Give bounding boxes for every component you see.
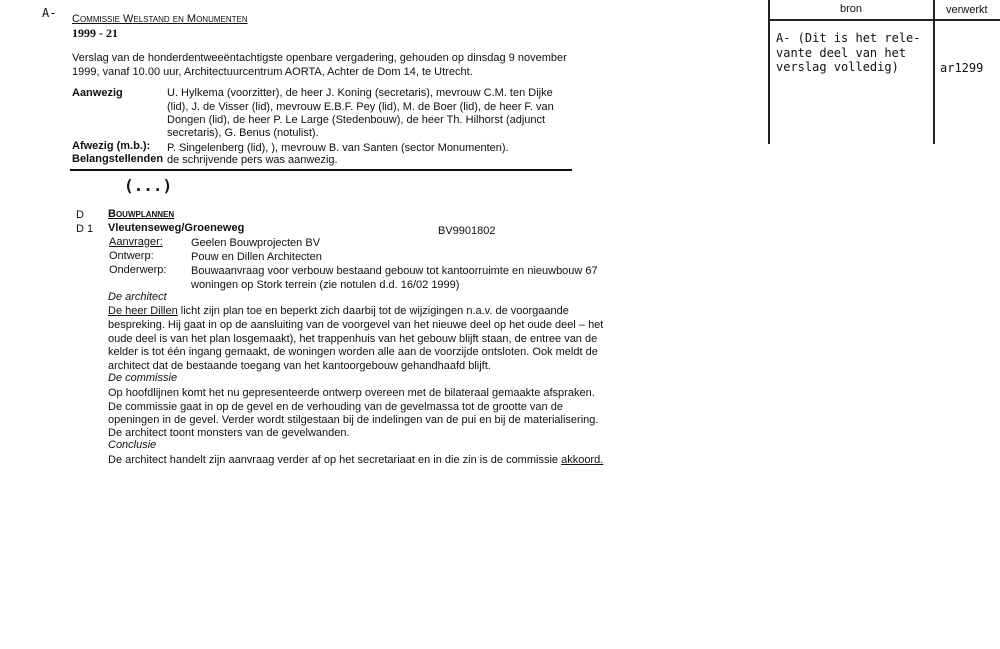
report-line-2: 1999, vanaf 10.00 uur, Architectuurcentrum AORTA, Achter de Dom 14, te Utrecht. [72,66,473,78]
applicant-value: Geelen Bouwprojecten BV [191,237,321,249]
architect-line-5: architect dat de bestaande toegang van het kantoorgebouw gehandhaafd blijft. [108,360,491,372]
stakeholders-label: Belangstellenden [72,153,164,165]
conclusion-text: De architect handelt zijn aanvraag verder af op het secretariaat en in die zin is de commissie [108,454,562,466]
subject-line-2: woningen op Stork terrein (zie notulen d.d. 16/02 1999) [191,279,460,291]
sidebox-header-bron: bron [840,3,863,15]
architect-line-3: oude deel is van het plan losgemaakt), het trappenhuis van het gebouw blijft staan, de entree van de [108,333,598,345]
absent-label: Afwezig (m.b.): [72,140,151,152]
stakeholders-text: de schrijvende pers was aanwezig. [167,154,338,166]
design-value: Pouw en Dillen Architecten [191,251,322,263]
design-label: Ontwerp: [109,250,154,262]
commission-line-2: De commissie gaat in op de gevel en de verhouding van de gevelmassa tot de grootte van de [108,401,563,413]
commission-line-3: openingen in de gevel. Verder wordt stilgestaan bij de indelingen van de pui en bij de materialisering. [108,414,599,426]
present-label: Aanwezig [72,87,123,99]
section-letter: D [76,209,84,221]
conclusion-verdict: akkoord. [561,454,604,466]
absent-text: P. Singelenberg (lid), ), mevrouw B. van Santen (sector Monumenten). [167,142,509,154]
present-line-3: Dongen (lid), de heer P. Le Large (Stedenbouw), de heer Th. Hilhorst (adjunct [167,114,546,126]
sidebox-header-verwerkt: verwerkt [946,4,988,16]
item-number: D 1 [76,223,94,235]
applicant-label: Aanvrager: [109,236,163,248]
subject-line-1: Bouwaanvraag voor verbouw bestaand gebouw tot kantoorruimte en nieuwbouw 67 [191,265,598,277]
architect-line-4: kelder is tot één ingang gemaakt, de woningen worden alle aan de voorzijde ontsloten. Ook meldt de [108,346,598,358]
conclusion-line [108,454,603,468]
sidebox-header-rule [768,19,1000,21]
commission-title: Commissie Welstand en Monumenten [72,13,248,25]
subject-label: Onderwerp: [109,264,167,276]
commission-heading: De commissie [108,372,178,384]
ellipsis-mark: (...) [124,176,173,195]
conclusion-heading: Conclusie [108,439,157,451]
header-divider [70,169,572,171]
sidebox-note-line-1: A- (Dit is het rele- [776,31,921,45]
present-line-2: (lid), J. de Visser (lid), mevrouw E.B.F. Pey (lid), M. de Boer (lid), de heer F. van [167,101,554,113]
architect-line-1-text: licht zijn plan toe en beperkt zich daarbij tot de wijzigingen n.a.v. de voorgaande [177,305,569,317]
commission-line-1: Op hoofdlijnen komt het nu gepresenteerde ontwerp overeen met de bilateraal gemaakte afspraken. [108,387,595,399]
present-line-1: U. Hylkema (voorzitter), de heer J. Koning (secretaris), mevrouw C.M. ten Dijke [167,87,553,99]
architect-heading: De architect [108,291,167,303]
sidebox-left-border [768,0,770,144]
sidebox-code: ar1299 [940,61,984,75]
sidebox-note-line-3: verslag volledig) [776,60,899,74]
architect-line-2: bespreking. Hij gaat in op de aansluiting van de voorgevel van het nieuwe deel op het oude deel – het [108,319,604,331]
commission-line-4: De architect toont monsters van de gevelwanden. [108,427,350,439]
sidebox-note-line-2: vante deel van het [776,45,907,60]
report-line-1: Verslag van de honderdentweeëntachtigste openbare vergadering, gehouden op dinsdag 9 november [72,52,567,64]
present-line-4: secretaris), G. Benus (notulist). [167,127,319,139]
architect-line-1 [108,305,569,319]
sidebox-note [776,31,921,75]
architect-speaker: De heer Dillen [108,305,178,317]
item-code: BV9901802 [438,225,496,237]
item-title: Vleutenseweg/Groeneweg [108,222,245,234]
section-title: Bouwplannen [108,208,175,220]
margin-mark: A- [42,6,57,20]
sidebox-divider [933,0,935,144]
meeting-number: 1999 - 21 [72,26,118,40]
